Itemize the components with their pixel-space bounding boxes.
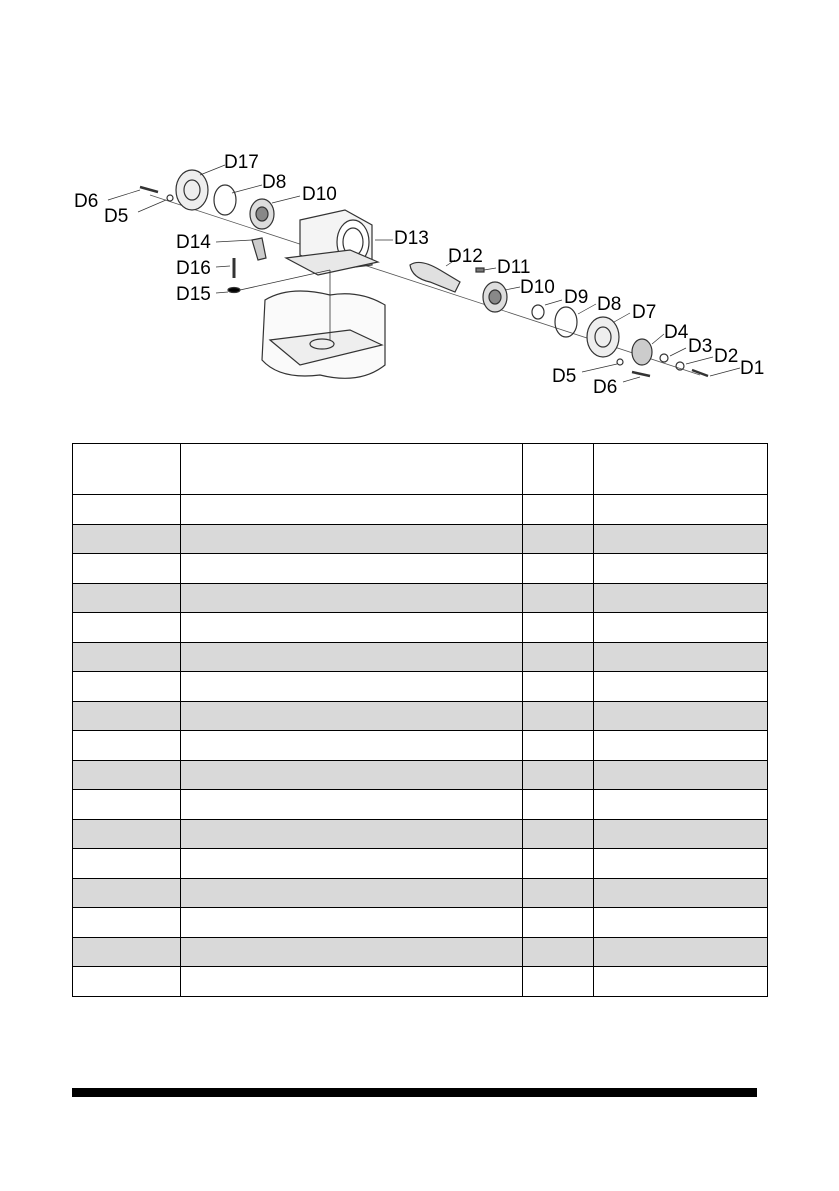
table-cell (181, 849, 523, 879)
table-cell (73, 613, 181, 643)
screw-left (140, 187, 158, 192)
header-cell (523, 444, 594, 495)
table-cell (523, 849, 594, 879)
axis-line (150, 195, 700, 375)
table-row (73, 731, 768, 761)
header-cell (181, 444, 523, 495)
table-cell (523, 495, 594, 525)
footer-rule (72, 1088, 757, 1097)
table-cell (181, 878, 523, 908)
table-cell (523, 554, 594, 584)
table-cell (73, 849, 181, 879)
table-cell (73, 554, 181, 584)
table-row (73, 819, 768, 849)
table-cell (594, 701, 768, 731)
table-cell (523, 790, 594, 820)
table-row (73, 672, 768, 702)
spacer (532, 305, 544, 319)
table-cell (73, 583, 181, 613)
table-cell (181, 701, 523, 731)
table-row (73, 524, 768, 554)
table-cell (594, 849, 768, 879)
label-d9: D9 (564, 287, 589, 308)
label-d14: D14 (176, 232, 211, 253)
table-cell (181, 908, 523, 938)
table-cell (594, 495, 768, 525)
label-d4: D4 (664, 322, 689, 343)
exploded-parts-diagram (0, 130, 839, 420)
table-cell (594, 672, 768, 702)
table-row (73, 849, 768, 879)
table-cell (73, 524, 181, 554)
key (476, 268, 484, 272)
table-cell (594, 819, 768, 849)
label-d12: D12 (448, 246, 483, 267)
label-d10-top: D10 (302, 184, 337, 205)
table-cell (73, 495, 181, 525)
table-cell (523, 967, 594, 997)
table-row (73, 908, 768, 938)
label-d10-bottom: D10 (520, 277, 555, 298)
table-row (73, 760, 768, 790)
table-cell (523, 908, 594, 938)
table-row (73, 613, 768, 643)
label-d15: D15 (176, 284, 211, 305)
table-cell (594, 613, 768, 643)
table-cell (523, 524, 594, 554)
table-cell (181, 642, 523, 672)
table-header-row (73, 444, 768, 495)
table-cell (523, 731, 594, 761)
table-row (73, 554, 768, 584)
table-row (73, 701, 768, 731)
table-cell (73, 790, 181, 820)
table-cell (181, 967, 523, 997)
label-d5-bottom: D5 (552, 366, 577, 387)
table-cell (73, 672, 181, 702)
table-cell (594, 908, 768, 938)
label-d1: D1 (740, 358, 765, 379)
label-d8-bottom: D8 (597, 294, 622, 315)
table-cell (73, 937, 181, 967)
label-d17: D17 (224, 152, 259, 173)
table-cell (523, 583, 594, 613)
table-cell (523, 642, 594, 672)
table-cell (181, 937, 523, 967)
header-cell (594, 444, 768, 495)
table-cell (523, 819, 594, 849)
label-d8-top: D8 (262, 172, 287, 193)
table-cell (594, 760, 768, 790)
label-d7: D7 (632, 302, 657, 323)
label-d13: D13 (394, 228, 429, 249)
label-d2: D2 (714, 346, 739, 367)
washer-left (167, 195, 173, 201)
table-cell (73, 760, 181, 790)
table-row (73, 495, 768, 525)
table-cell (594, 790, 768, 820)
table-cell (73, 819, 181, 849)
table-row (73, 878, 768, 908)
table-cell (73, 908, 181, 938)
table-cell (523, 937, 594, 967)
table-cell (181, 495, 523, 525)
table-cell (594, 642, 768, 672)
table-cell (181, 554, 523, 584)
flange-right (587, 317, 619, 357)
table-cell (181, 731, 523, 761)
table-row (73, 967, 768, 997)
parts-table (72, 443, 768, 997)
flange-left (176, 170, 208, 210)
label-d6-top: D6 (74, 191, 99, 212)
table-cell (181, 672, 523, 702)
table-cell (181, 760, 523, 790)
table-cell (73, 642, 181, 672)
label-d3: D3 (688, 336, 713, 357)
table-cell (181, 583, 523, 613)
o-ring-bottom (555, 307, 577, 337)
table-row (73, 937, 768, 967)
table-cell (594, 583, 768, 613)
grease-fitting (252, 238, 266, 260)
parts-table-body (73, 495, 768, 997)
table-cell (523, 672, 594, 702)
table-row (73, 790, 768, 820)
table-cell (73, 731, 181, 761)
washer (228, 288, 240, 293)
table-cell (523, 878, 594, 908)
table-cell (73, 878, 181, 908)
table-cell (523, 613, 594, 643)
table-cell (523, 701, 594, 731)
table-cell (181, 790, 523, 820)
table-cell (594, 878, 768, 908)
table-cell (181, 524, 523, 554)
table-cell (181, 819, 523, 849)
o-ring-top (214, 185, 236, 215)
table-cell (73, 701, 181, 731)
table-cell (594, 731, 768, 761)
table-cell (594, 554, 768, 584)
table-cell (594, 937, 768, 967)
label-d6-bottom: D6 (593, 377, 618, 398)
table-cell (523, 760, 594, 790)
table-row (73, 642, 768, 672)
label-d11: D11 (497, 257, 531, 278)
label-d16: D16 (176, 258, 211, 279)
table-cell (181, 613, 523, 643)
pulley (632, 339, 652, 365)
table-row (73, 583, 768, 613)
table-cell (594, 967, 768, 997)
table-cell (594, 524, 768, 554)
header-cell (73, 444, 181, 495)
label-d5-top: D5 (104, 206, 129, 227)
table-cell (73, 967, 181, 997)
